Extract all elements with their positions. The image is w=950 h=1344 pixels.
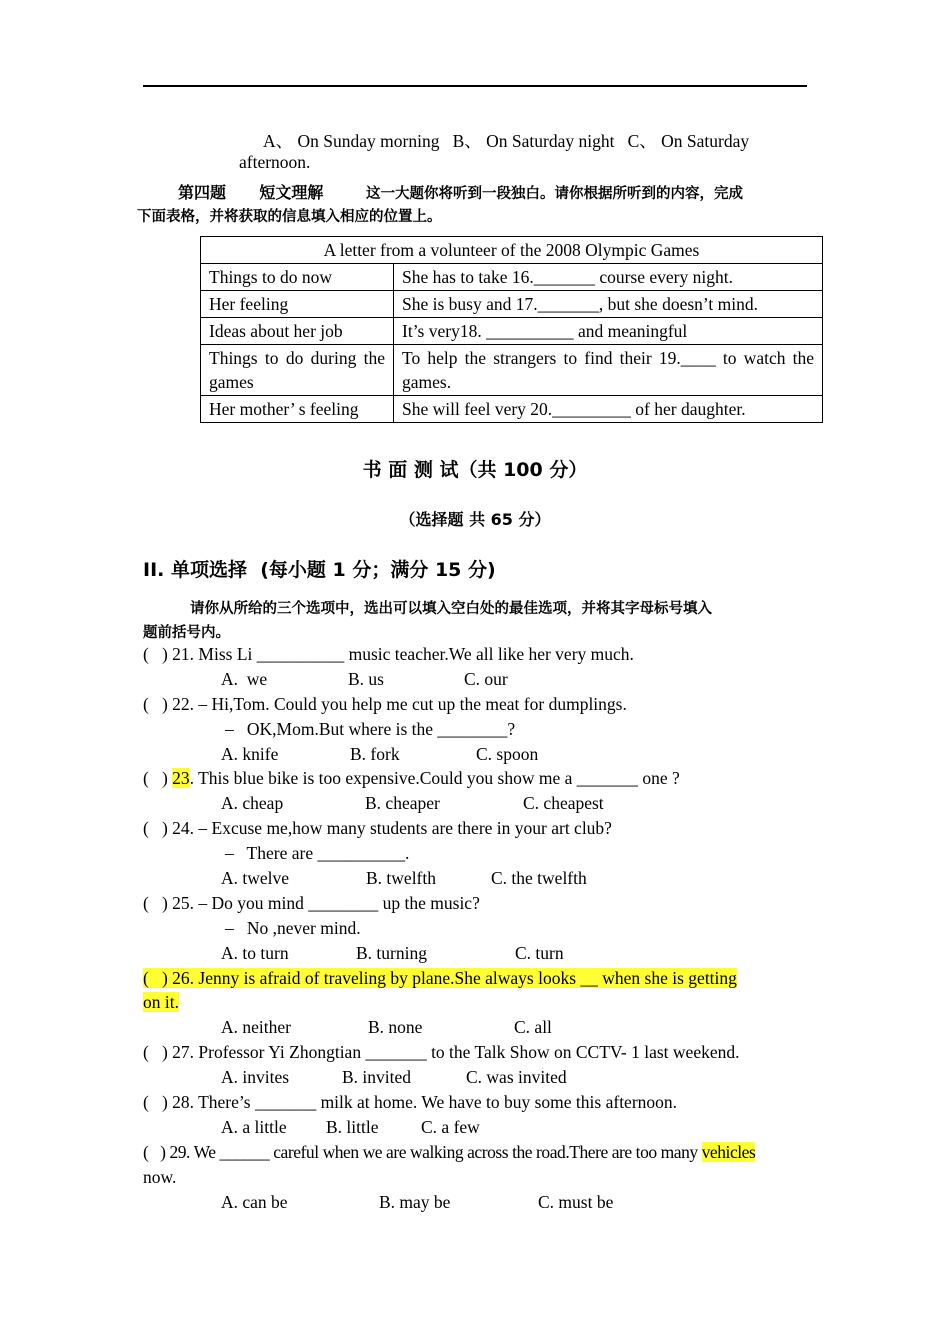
option-c: C. was invited bbox=[466, 1067, 567, 1087]
table-label: Her mother’ s feeling bbox=[201, 396, 394, 423]
part4-instruction-line2: 下面表格，并将获取的信息填入相应的位置上。 bbox=[137, 209, 442, 225]
table-caption: A letter from a volunteer of the 2008 Olympic Games bbox=[201, 237, 823, 264]
question-24: ( ) 24. – Excuse me,how many students are there in your art club? bbox=[143, 818, 612, 838]
question-23-number-highlight: 23 bbox=[172, 768, 190, 788]
question-25-reply: – No ,never mind. bbox=[225, 918, 361, 938]
header-rule bbox=[143, 85, 807, 87]
table-row bbox=[201, 264, 823, 291]
table-content: She is busy and 17._______, but she doesn’t mind. bbox=[394, 291, 823, 318]
option-a: A. a little bbox=[221, 1117, 287, 1137]
question-24-reply: – There are __________. bbox=[225, 843, 410, 863]
table-content: It’s very18. __________ and meaningful bbox=[394, 318, 823, 345]
table-caption-row bbox=[201, 237, 823, 264]
table-label: Things to do during the games bbox=[201, 345, 394, 396]
question-29-text: ( ) 29. We ______ careful when we are walking across the road.There are too many bbox=[143, 1142, 702, 1162]
option-b: B. twelfth bbox=[366, 868, 436, 888]
question-25: ( ) 25. – Do you mind ________ up the music? bbox=[143, 893, 480, 913]
option-b: B. may be bbox=[379, 1192, 451, 1212]
option-c: C. cheapest bbox=[523, 793, 604, 813]
table-label: Things to do now bbox=[201, 264, 394, 291]
question-23 bbox=[143, 768, 680, 789]
written-test-subtitle: （选择题 共 65 分） bbox=[399, 510, 551, 529]
option-b: B. invited bbox=[342, 1067, 412, 1087]
option-c: C. our bbox=[464, 669, 508, 689]
option-a: A. we bbox=[221, 669, 268, 689]
question-29-options bbox=[221, 1192, 614, 1276]
part4-title: 第四题 短文理解 bbox=[178, 183, 324, 202]
option-a: A. cheap bbox=[221, 793, 284, 813]
question-23-text: . This blue bike is too expensive.Could you show me a _______ one ? bbox=[189, 768, 680, 788]
option-b: B. cheaper bbox=[365, 793, 440, 813]
option-a: A. to turn bbox=[221, 943, 289, 963]
option-c: C. must be bbox=[538, 1192, 614, 1212]
table-content: She will feel very 20._________ of her daughter. bbox=[394, 396, 823, 423]
option-a: A. twelve bbox=[221, 868, 290, 888]
table-row bbox=[201, 318, 823, 345]
section2-title: II. 单项选择 (每小题 1 分；满分 15 分) bbox=[143, 559, 496, 581]
prev-question-options-line2: afternoon. bbox=[239, 152, 311, 172]
question-29-highlight: vehicles bbox=[701, 1142, 756, 1162]
written-test-title: 书 面 测 试（共 100 分） bbox=[362, 459, 588, 481]
option-a: A. invites bbox=[221, 1067, 290, 1087]
table-row bbox=[201, 396, 823, 423]
option-c: C. a few bbox=[421, 1117, 480, 1137]
question-22: ( ) 22. – Hi,Tom. Could you help me cut up the meat for dumplings. bbox=[143, 694, 627, 714]
option-c: C. spoon bbox=[476, 744, 539, 764]
table-content: She has to take 16._______ course every night. bbox=[394, 264, 823, 291]
question-26-line2 bbox=[143, 992, 179, 1013]
option-b: B. little bbox=[326, 1117, 379, 1137]
question-21: ( ) 21. Miss Li __________ music teacher.We all like her very much. bbox=[143, 644, 634, 664]
question-28: ( ) 28. There’s _______ milk at home. We have to buy some this afternoon. bbox=[143, 1092, 678, 1112]
option-b: B. turning bbox=[356, 943, 427, 963]
table-label: Ideas about her job bbox=[201, 318, 394, 345]
question-29 bbox=[143, 1142, 755, 1163]
option-c: C. the twelfth bbox=[491, 868, 587, 888]
option-b: B. fork bbox=[350, 744, 400, 764]
option-a: A. knife bbox=[221, 744, 279, 764]
table-row bbox=[201, 291, 823, 318]
option-a: A. neither bbox=[221, 1017, 291, 1037]
part4-instruction-line1: 这一大题你将听到一段独白。请你根据所听到的内容，完成 bbox=[366, 186, 743, 202]
question-26-highlight: ( ) 26. Jenny is afraid of traveling by plane.She always looks __ when she is getting bbox=[143, 968, 737, 988]
option-c: C. turn bbox=[515, 943, 564, 963]
option-b: B. none bbox=[368, 1017, 423, 1037]
table-row bbox=[201, 345, 823, 396]
table-content: To help the strangers to find their 19.____ to watch the games. bbox=[394, 345, 823, 396]
listening-table bbox=[200, 236, 823, 423]
question-22-reply: – OK,Mom.But where is the ________? bbox=[225, 719, 516, 739]
option-c: C. all bbox=[514, 1017, 552, 1037]
question-27: ( ) 27. Professor Yi Zhongtian _______ to the Talk Show on CCTV- 1 last weekend. bbox=[143, 1042, 740, 1062]
question-26-line1 bbox=[143, 968, 737, 989]
section2-instruction-line2: 题前括号内。 bbox=[143, 625, 230, 641]
option-b: B. us bbox=[348, 669, 384, 689]
table-label: Her feeling bbox=[201, 291, 394, 318]
question-26-highlight-cont: on it. bbox=[143, 992, 179, 1012]
prev-question-options-line1: A、 On Sunday morning B、 On Saturday night C、 On Saturday bbox=[263, 131, 750, 151]
question-29-line2: now. bbox=[143, 1167, 177, 1187]
section2-instruction-line1: 请你从所给的三个选项中，选出可以填入空白处的最佳选项，并将其字母标号填入 bbox=[190, 601, 712, 617]
question-23-prefix: ( ) bbox=[143, 768, 173, 788]
option-a: A. can be bbox=[221, 1192, 288, 1212]
